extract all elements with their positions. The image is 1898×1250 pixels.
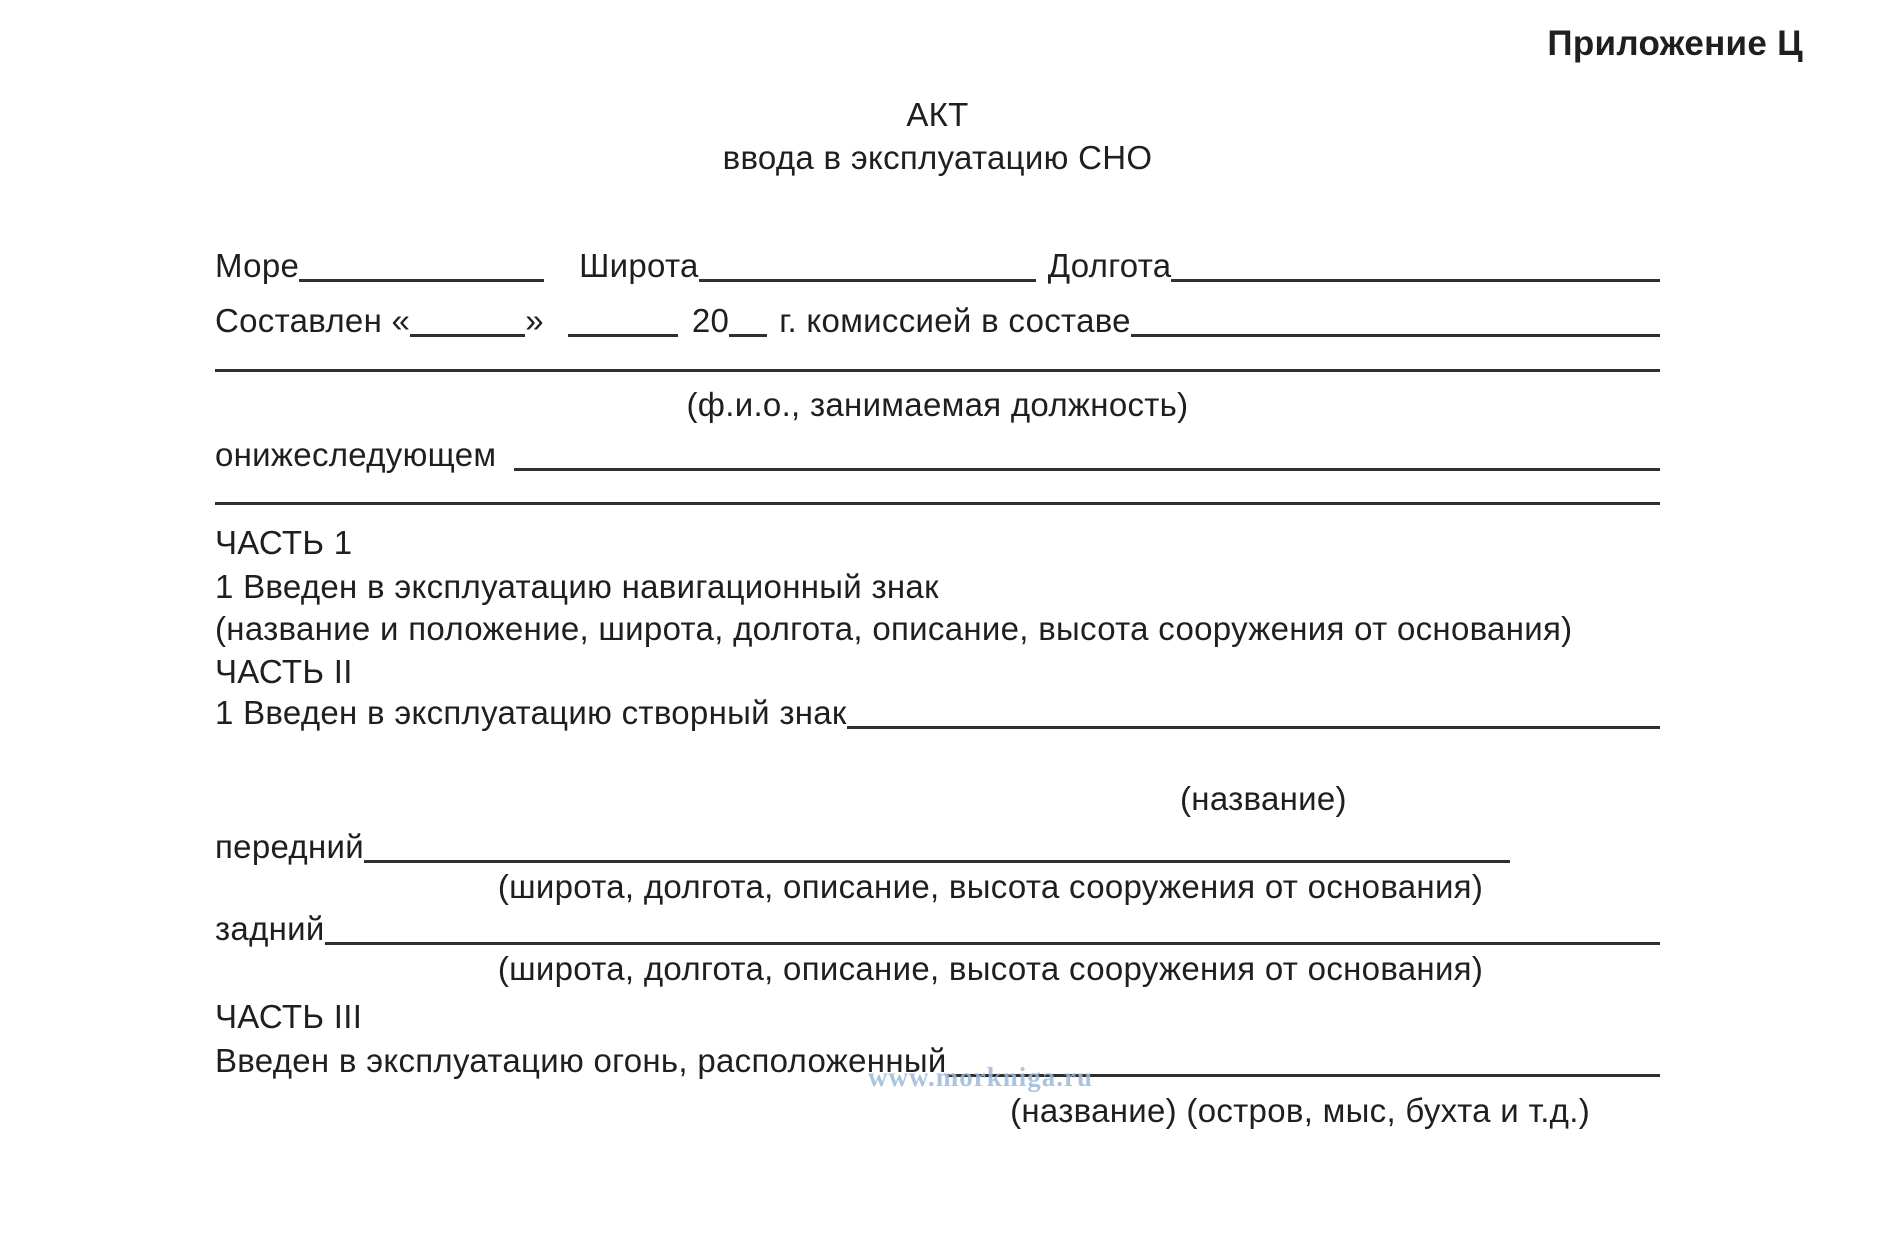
front-mark-row xyxy=(215,826,1510,866)
fio-position-hint: (ф.и.о., занимаемая должность) xyxy=(686,386,1189,423)
latitude-field[interactable] xyxy=(699,269,1036,282)
front-mark-hint: (широта, долгота, описание, высота сооружения от основания) xyxy=(497,868,1484,905)
year-prefix-label: 20 xyxy=(691,302,730,339)
latitude-label: Широта xyxy=(579,247,699,284)
part2-heading: ЧАСТЬ II xyxy=(215,653,353,690)
front-mark-label: передний xyxy=(215,828,364,865)
document-title: АКТ xyxy=(906,96,969,133)
commission-members-field-line2[interactable] xyxy=(215,369,1660,372)
leading-mark-row xyxy=(215,692,1660,732)
watermark: www.morkniga.ru xyxy=(868,1062,1094,1092)
part3-hint: (название) (остров, мыс, бухта и т.д.) xyxy=(1010,1092,1590,1129)
rear-mark-row xyxy=(215,908,1660,948)
year-field[interactable] xyxy=(729,324,767,337)
front-mark-field[interactable] xyxy=(364,850,1510,863)
sea-label: Море xyxy=(215,247,300,284)
rear-mark-field[interactable] xyxy=(325,932,1660,945)
document-subtitle: ввода в эксплуатацию СНО xyxy=(722,139,1153,176)
sea-lat-lon-row xyxy=(215,241,1660,285)
composed-close-quote: » xyxy=(525,302,544,339)
light-label: Введен в эксплуатацию огонь, расположенный xyxy=(215,1042,947,1079)
following-field-line2[interactable] xyxy=(215,502,1660,505)
name-hint: (название) xyxy=(1180,780,1347,817)
appendix-label: Приложение Ц xyxy=(1547,24,1803,63)
rear-mark-label: задний xyxy=(215,910,325,947)
rear-mark-hint: (широта, долгота, описание, высота сооружения от основания) xyxy=(497,950,1484,987)
day-field[interactable] xyxy=(410,324,525,337)
longitude-label: Долгота xyxy=(1047,247,1172,284)
sea-field[interactable] xyxy=(299,269,544,282)
part1-heading: ЧАСТЬ 1 xyxy=(215,524,353,561)
leading-mark-label: 1 Введен в эксплуатацию створный знак xyxy=(215,694,847,731)
month-field[interactable] xyxy=(568,324,678,337)
commission-members-field[interactable] xyxy=(1131,324,1660,337)
part1-item1: 1 Введен в эксплуатацию навигационный знак xyxy=(215,568,939,605)
commission-label: г. комиссией в составе xyxy=(779,302,1131,339)
composed-prefix-label: Составлен « xyxy=(215,302,411,339)
following-label: онижеследующем xyxy=(215,436,497,473)
longitude-field[interactable] xyxy=(1171,269,1660,282)
following-field[interactable] xyxy=(514,458,1660,471)
leading-mark-field[interactable] xyxy=(847,716,1660,729)
composed-row xyxy=(215,296,1660,340)
part1-hint: (название и положение, широта, долгота, описание, высота сооружения от основания) xyxy=(215,610,1573,647)
part3-heading: ЧАСТЬ III xyxy=(215,998,363,1035)
following-row xyxy=(215,430,1660,474)
